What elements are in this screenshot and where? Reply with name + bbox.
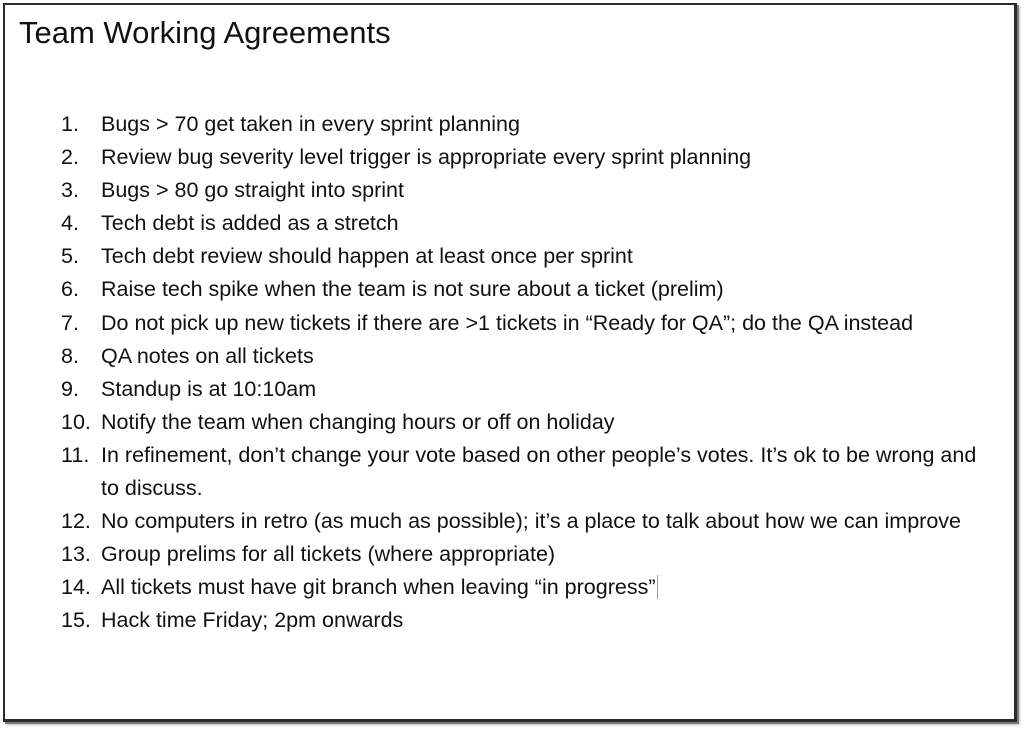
list-item-text-wrapper	[101, 571, 991, 604]
list-item-number: 8.	[61, 343, 79, 368]
list-item-number: 5.	[61, 244, 79, 269]
list-item-text: QA notes on all tickets	[101, 343, 314, 368]
list-item	[61, 505, 991, 538]
list-item-text: Do not pick up new tickets if there are >1 tickets in “Ready for QA”; do the QA instead	[101, 310, 914, 335]
list-item-number: 1.	[61, 112, 79, 136]
list-item-number: 6.	[61, 277, 79, 302]
list-item	[61, 604, 991, 637]
list-item	[61, 439, 991, 505]
list-item-number: 13.	[61, 542, 91, 567]
agreements-list	[61, 108, 991, 638]
list-item-number: 9.	[61, 376, 79, 401]
list-item-number: 12.	[61, 509, 91, 534]
list-item-text: Tech debt is added as a stretch	[101, 211, 399, 236]
list-item	[61, 174, 991, 207]
list-item-text: All tickets must have git branch when leaving “in progress”	[101, 575, 656, 600]
list-item-text: Bugs > 70 get taken in every sprint planning	[101, 112, 520, 136]
text-cursor	[657, 575, 658, 599]
list-item-text: Review bug severity level trigger is appropriate every sprint planning	[101, 145, 752, 170]
list-item-text: No computers in retro (as much as possible); it’s a place to talk about how we can improve	[101, 509, 961, 534]
list-item-text: Standup is at 10:10am	[101, 376, 317, 401]
list-item-number: 2.	[61, 145, 79, 170]
list-item	[61, 207, 991, 240]
list-item	[61, 273, 991, 306]
list-item-number: 11.	[61, 442, 90, 467]
list-item-number: 7.	[61, 310, 79, 335]
list-item	[61, 240, 991, 273]
list-item-text: Tech debt review should happen at least once per sprint	[101, 244, 633, 269]
list-item	[61, 307, 991, 340]
list-item-number: 10.	[61, 409, 91, 434]
list-item-text: Notify the team when changing hours or off on holiday	[101, 409, 615, 434]
list-item-number: 3.	[61, 178, 79, 203]
list-item-text: Group prelims for all tickets (where appropriate)	[101, 542, 556, 567]
list-item-text: Raise tech spike when the team is not sure about a ticket (prelim)	[101, 277, 724, 302]
list-item	[61, 141, 991, 174]
list-item-text: Bugs > 80 go straight into sprint	[101, 178, 404, 203]
list-item	[61, 373, 991, 406]
list-item	[61, 538, 991, 571]
list-item-number: 4.	[61, 211, 79, 236]
list-item	[61, 108, 991, 141]
list-item-number: 14.	[61, 575, 91, 600]
list-item	[61, 406, 991, 439]
document-frame	[3, 3, 1017, 722]
list-item	[61, 340, 991, 373]
list-item	[61, 571, 991, 604]
list-item-text: Hack time Friday; 2pm onwards	[101, 608, 404, 633]
document-title: Team Working Agreements	[19, 15, 391, 50]
list-item-text: In refinement, don’t change your vote based on other people’s votes. It’s ok to be wrong and to discuss.	[101, 442, 977, 501]
list-item-number: 15.	[61, 608, 91, 633]
